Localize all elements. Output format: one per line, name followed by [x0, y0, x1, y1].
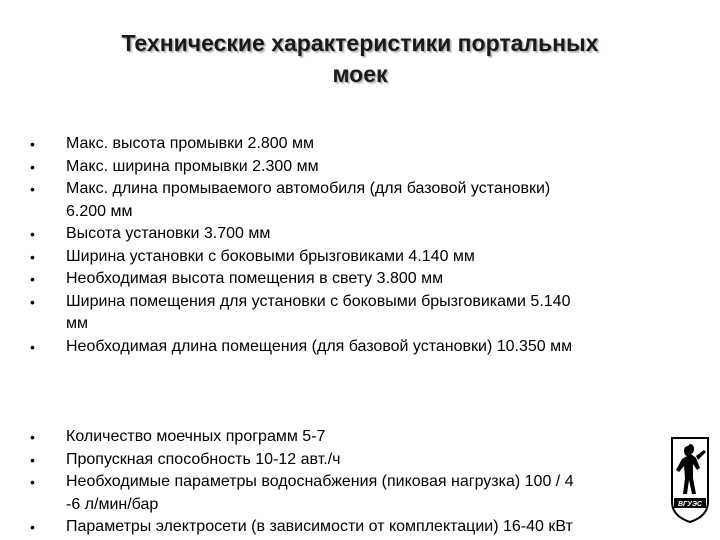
list-item — [28, 471, 720, 516]
list-item-text: Параметры электросети (в зависимости от комплектации) 16-40 кВт — [66, 518, 573, 535]
list-item-text-line1: Макс. длина промываемого автомобиля (для базовой установки) — [66, 180, 551, 197]
list-item — [28, 246, 688, 269]
list-item — [28, 336, 688, 359]
list-item-text-line1: Необходимые параметры водоснабжения (пиковая нагрузка) 100 / 4 — [66, 473, 574, 490]
bullet-icon: • — [30, 248, 35, 265]
list-item-text-line2: -6 л/мин/бар — [66, 495, 159, 513]
bullet-icon: • — [30, 293, 35, 310]
specs-list-main — [28, 133, 688, 358]
list-item-text-line1: Ширина помещения для установки с боковыми брызговиками 5.140 — [66, 292, 571, 310]
bullet-icon: • — [30, 226, 35, 242]
bullet-icon: • — [30, 158, 35, 175]
list-item — [28, 426, 720, 449]
list-item — [28, 133, 688, 156]
specs-list-secondary — [28, 426, 720, 539]
list-item — [28, 449, 720, 472]
list-item-text: Ширина установки с боковыми брызговиками 4.140 мм — [66, 247, 475, 265]
list-item-text: Макс. высота промывки 2.800 мм — [66, 135, 315, 152]
bullet-icon: • — [30, 474, 35, 490]
list-item-text: Высота установки 3.700 мм — [66, 225, 271, 242]
list-item — [28, 268, 688, 291]
logo-text: ВГУЭС — [677, 501, 703, 508]
list-item-text: Необходимая длина помещения (для базовой установки) 10.350 мм — [66, 337, 573, 355]
list-item-text-line2: мм — [66, 315, 88, 332]
bullet-icon: • — [30, 181, 35, 197]
list-item-text-line2: 6.200 мм — [66, 202, 133, 220]
list-item — [28, 178, 688, 223]
university-logo — [666, 432, 714, 526]
list-item — [28, 156, 688, 179]
bullet-icon: • — [30, 519, 35, 535]
statue-emblem-icon — [666, 432, 714, 526]
bullet-icon: • — [30, 429, 35, 445]
slide-title — [60, 28, 660, 90]
list-item-text: Макс. ширина промывки 2.300 мм — [66, 157, 319, 175]
bullet-icon: • — [30, 338, 35, 355]
list-item-text: Пропускная способность 10-12 авт./ч — [66, 450, 341, 468]
bullet-icon: • — [30, 136, 35, 152]
bullet-icon: • — [30, 451, 35, 468]
list-item — [28, 223, 688, 246]
bullet-icon: • — [30, 271, 35, 287]
list-item-text: Необходимая высота помещения в свету 3.800 мм — [66, 270, 444, 287]
slide-title-line2: моек — [332, 61, 388, 87]
slide-title-line1: Технические характеристики портальных — [121, 30, 599, 56]
list-item — [28, 291, 688, 336]
list-item — [28, 516, 720, 539]
list-item-text: Количество моечных программ 5-7 — [66, 428, 326, 445]
